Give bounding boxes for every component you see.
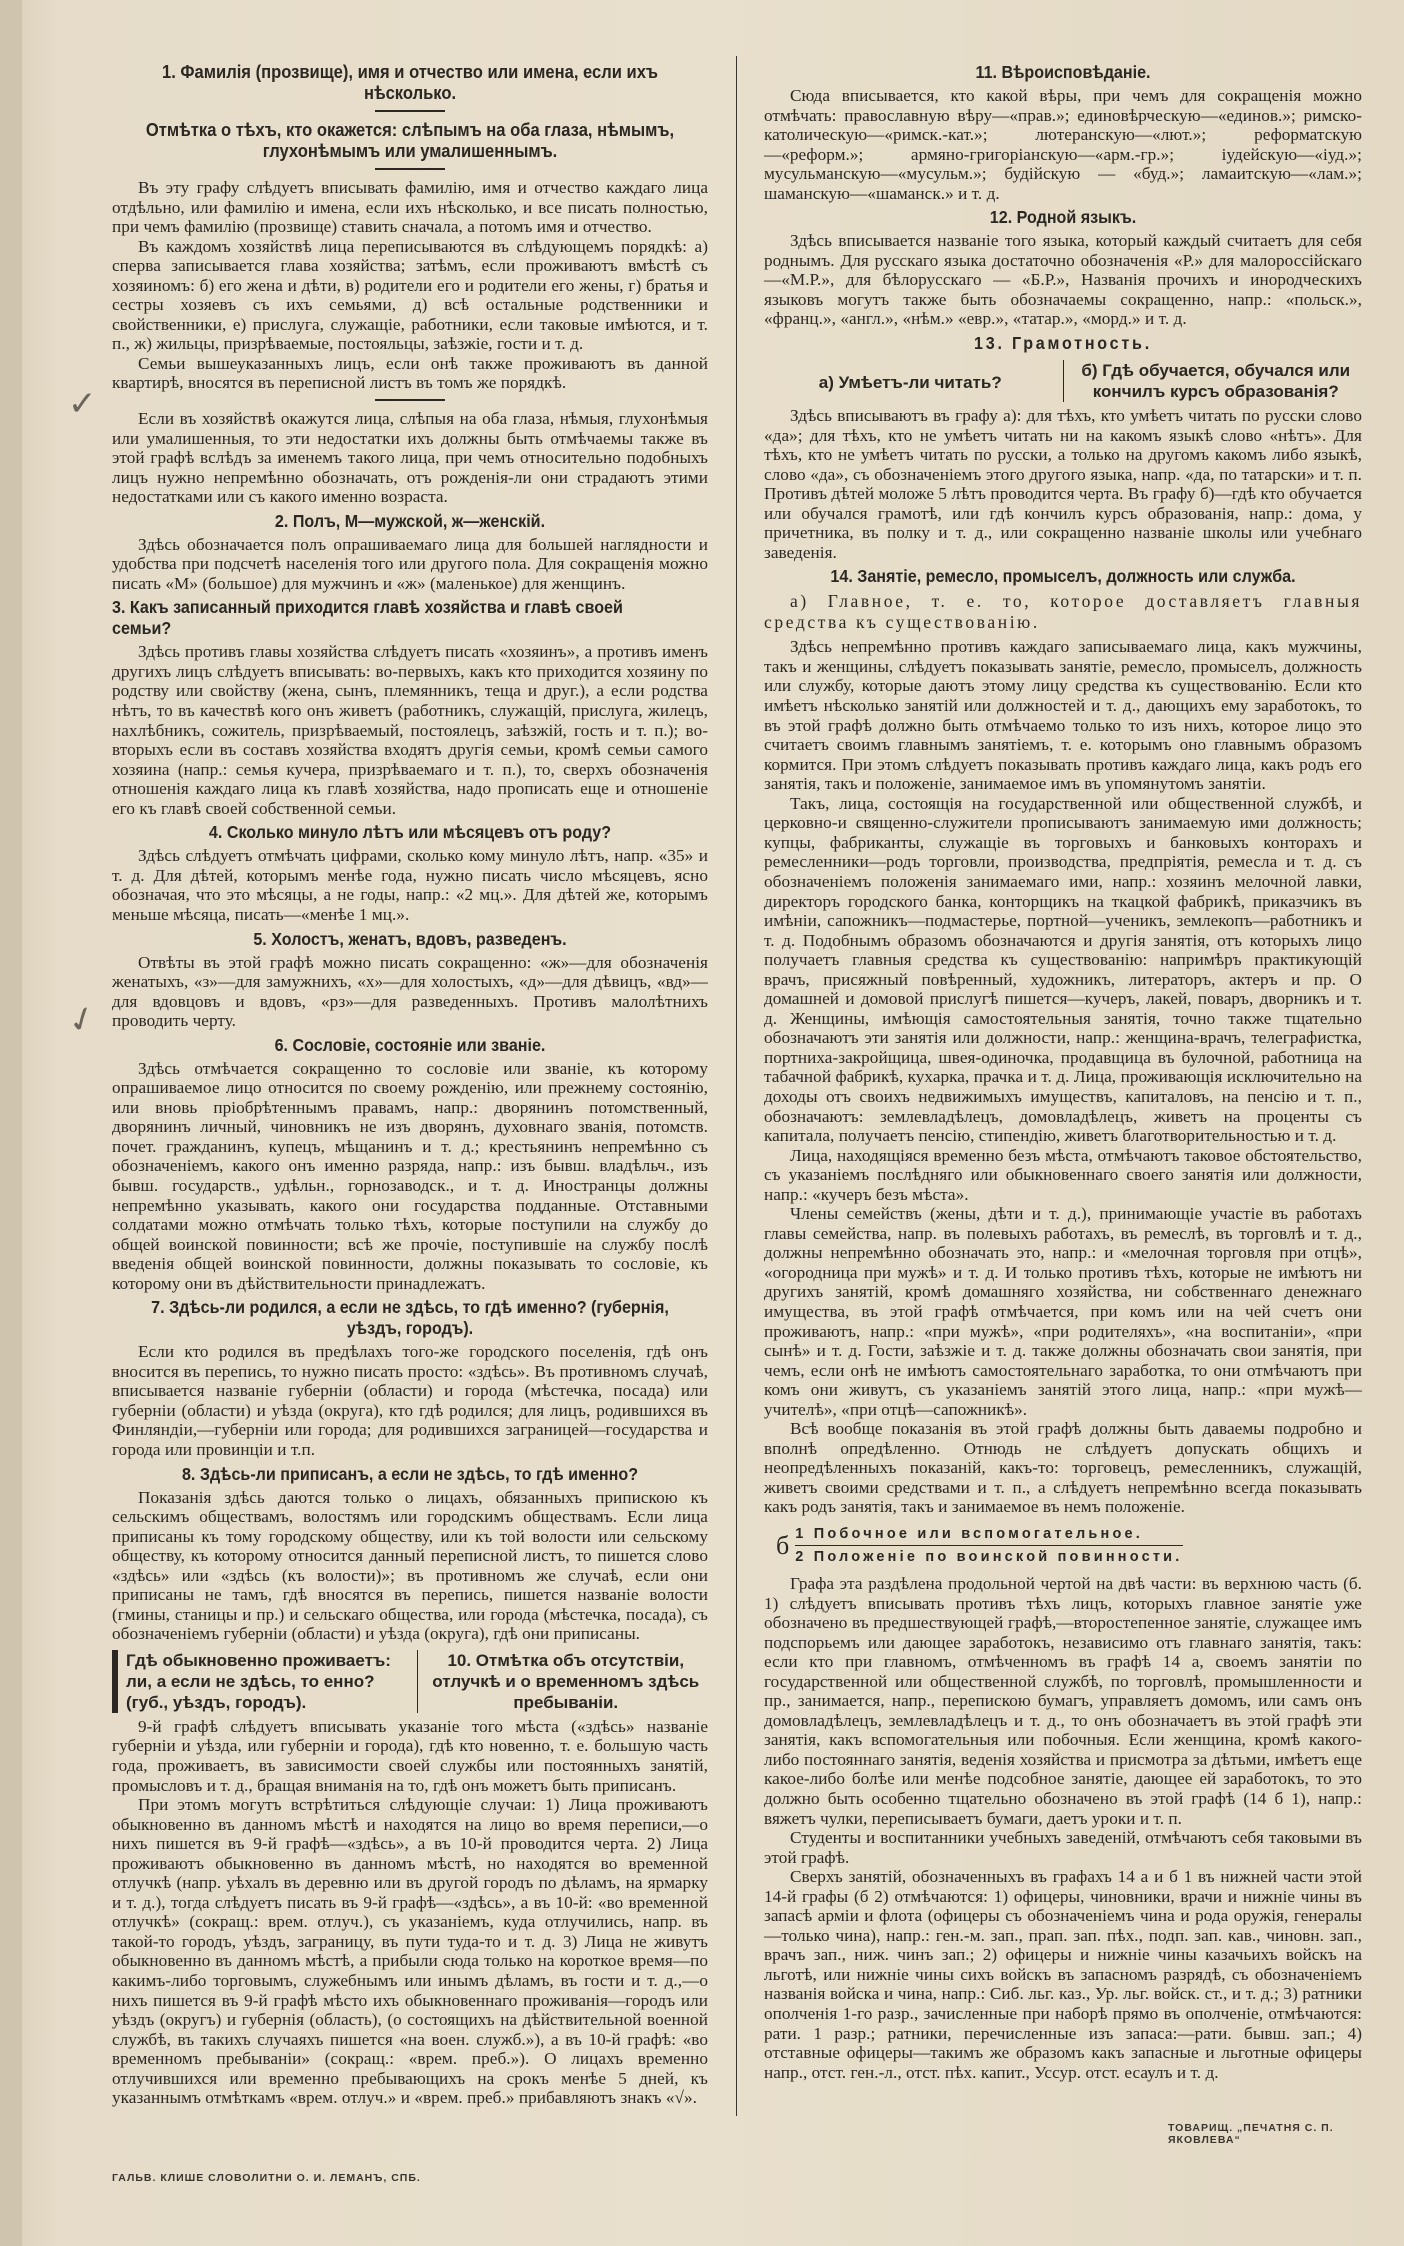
sections-9-10-header xyxy=(112,1650,708,1713)
torn-left-edge xyxy=(0,0,22,2246)
paragraph: Члены семействъ (жены, дѣти и т. д.), принимающіе участіе въ работахъ главы семейства, напр. въ полевыхъ работахъ, въ ремеслѣ, въ торговлѣ и т. д., должны непремѣнно обозначать это, напр.: и «мелочная торговля при отцѣ», «огородница при мужѣ» и т. д. И только противъ тѣхъ, которые не имѣютъ ни другихъ занятій, кромѣ домашняго хозяйства, ни собственнаго денежнаго имущества, въ этой графѣ отмѣчается, при комъ или на чей счетъ они проживаютъ, напр.: «при мужѣ», «при родителяхъ», «на воспитаніи», «при сынѣ» и т. д. Гости, заѣзжіе и т. д. также должны обозначать свои занятія, при чемъ, если онѣ не имѣютъ самостоятельнаго заработка, то они отмѣчаютъ при комъ они живутъ, съ указаніемъ занятій этого лица, напр.: «при мужѣ—учителѣ», «при отцѣ—сапожникѣ». xyxy=(764,1204,1362,1419)
paragraph: Здѣсь противъ главы хозяйства слѣдуетъ писать «хозяинъ», а противъ именъ другихъ лицъ слѣдуетъ вписывать: во-первыхъ, какъ кто приходится хозяину по родству или свойству (жена, сынъ, племянникъ, теща и друг.), а если родства нѣтъ, то въ качествѣ кого онъ живетъ (работникъ, служащій, прислуга, жилецъ, нахлѣбникъ, сожитель, призрѣваемый, постоялецъ, заѣзжій, гость и т. п.); во-вторыхъ если въ составъ хозяйства входятъ другія семьи, кромѣ семьи самого хозяина (напр.: семья кучера, призрѣваемаго и т. п.), то, сверхъ обозначенія отношенія каждаго лица къ главѣ хозяйства, надо прописать еще и отношеніе его къ главѣ своей собственной семьи. xyxy=(112,642,708,818)
section-14b-heading xyxy=(776,1523,1362,1568)
paragraph: Семьи вышеуказанныхъ лицъ, если онѣ также проживаютъ въ данной квартирѣ, вносятся въ переписной листъ въ томъ же порядкѣ. xyxy=(112,353,708,393)
right-column xyxy=(764,58,1362,2082)
section-13b-heading: б) Гдѣ обучается, обучался или кончилъ курсъ образованія? xyxy=(1081,361,1351,402)
paragraph: Здѣсь слѣдуетъ отмѣчать цифрами, сколько кому минуло лѣтъ, напр. «35» и т. д. Для дѣтей, которымъ менѣе года, нужно писать число мѣсяцевъ, ясно обозначая, что это мѣсяцы, а не годы, напр.: «2 мц.». Для дѣтей же, которымъ меньше мѣсяца, писать—«менѣе 1 мц.». xyxy=(112,846,708,924)
paragraph: 9-й графѣ слѣдуетъ вписывать указаніе того мѣста («здѣсь» названіе губерніи и уѣзда, или губерніи и города), гдѣ кто новенно, т. е. большую часть года, проживаетъ, въ зависимости своей службы или постоянныхъ занятій, промысловъ и т. д., бращая вниманія на то, гдѣ онъ можетъ быть приписанъ. xyxy=(112,1716,708,1795)
paragraph: Здѣсь непремѣнно противъ каждаго записываемаго лица, какъ мужчины, такъ и женщины, слѣдуетъ показывать занятіе, ремесло, промыселъ, должность или службу, которые даютъ этому лицу средства къ существованію. Если кто имѣетъ нѣсколько занятій или должностей и т. д., дающихъ ему заработокъ, то въ этой графѣ должно быть отмѣчаемо только то изъ нихъ, которое лицо это считаетъ своимъ главнымъ занятіемъ, т. е. которымъ оно главнымъ образомъ кормится. При этомъ слѣдуетъ показывать противъ каждаго лица, какъ родъ его занятія, такъ и положеніе, занимаемое имъ въ упомянутомъ занятіи. xyxy=(764,637,1362,794)
paragraph: Здѣсь вписывается названіе того языка, который каждый считаетъ для себя роднымъ. Для русскаго языка достаточно обозначенія «Р.» для малороссійскаго—«М.Р.», для бѣлорусскаго — «Б.Р.», Названія прочихъ и инородческихъ языковъ могутъ также быть обозначаемы сокращенно, напр.: «польск.», «франц.», «англ.», «нѣм.» «евр.», «татар.», «морд.» и т. д. xyxy=(764,231,1362,329)
section-13-heading: 13. Грамотность. xyxy=(974,333,1152,354)
paragraph: Здѣсь обозначается полъ опрашиваемаго лица для большей наглядности и удобства при подсчетѣ населенія того или другого пола. Для сокращенія можно писать «М» (большое) для мужчинъ и «ж» (маленькое) для женщинъ. xyxy=(112,534,708,593)
paragraph: При этомъ могутъ встрѣтиться слѣдующіе случаи: 1) Лица проживаютъ обыкновенно въ данномъ мѣстѣ и находятся на лицо во время переписи,—о нихъ пишется въ 9-й графѣ—«здѣсь», а въ 10-й проводится черта. 2) Лица проживаютъ обыкновенно въ данномъ мѣстѣ, но находятся во временной отлучкѣ (напр. уѣхалъ въ деревню или въ другой городъ по дѣламъ, на ярмарку и т. д.), тогда слѣдуетъ писать въ 9-й графѣ—«здѣсь», а въ 10-й: «во временной отлучкѣ» (сокращ.: врем. отлуч.), съ указаніемъ, куда отлучились, напр. въ такой-то городъ, уѣздъ, заграницу, въ пути туда-то и т. д. 3) Лица не живутъ обыкновенно въ данномъ мѣстѣ, а прибыли сюда только на короткое время—по какимъ-либо торговымъ, служебнымъ или инымъ дѣламъ, въ гости и т. д.,—о нихъ пишется въ 9-й графѣ мѣсто ихъ обыкновеннаго проживанія—городъ или уѣздъ (округъ) и губернія (область), (о состоящихъ на дѣйствительной военной службѣ, въ такихъ случаяхъ пишется «на воен. служб.»), а въ 10-й графѣ: «во временномъ пребываніи» (сокращ.: «врем. преб.»). О лицахъ временно отлучившихся или временно пребывающихъ на срокъ менѣе 5 дней, къ указаннымъ отмѣткамъ «врем. отлуч.» и «врем. преб.» прибавляютъ знакъ «√». xyxy=(112,1795,708,2108)
section-5-heading: 5. Холостъ, женатъ, вдовъ, разведенъ. xyxy=(253,928,567,949)
printer-imprint-right: ТОВАРИЩ. „ПЕЧАТНЯ С. П. ЯКОВЛЕВА“ xyxy=(1168,2122,1334,2146)
paragraph: Всѣ вообще показанія въ этой графѣ должны быть даваемы подробно и вполнѣ опредѣленно. Отнюдь не слѣдуетъ допускать общихъ и неопредѣленныхъ показаній, какъ-то: торговецъ, ремесленникъ, служащій, живетъ своими средствами и т. п., а слѣдуетъ непремѣнно всегда показывать какъ родъ занятія, такъ и занимаемое въ немъ положеніе. xyxy=(764,1419,1362,1517)
printer-imprint-left: ГАЛЬВ. КЛИШЕ СЛОВОЛИТНИ О. И. ЛЕМАНЪ, СПБ. xyxy=(112,2172,421,2184)
section-9-heading: Гдѣ обыкновенно проживаетъ: ли, а если не здѣсь, то енно? (губ., уѣздъ, городъ). xyxy=(112,1650,418,1713)
section-3-heading: 3. Какъ записанный приходится главѣ хозяйства и главѣ своей семьи? xyxy=(112,597,623,639)
paragraph: Лица, находящіяся временно безъ мѣста, отмѣчаютъ таковое обстоятельство, съ указаніемъ послѣдняго или обыкновеннаго своего занятія или должности, напр.: «кучеръ безъ мѣста». xyxy=(764,1145,1362,1204)
paragraph: Показанія здѣсь даются только о лицахъ, обязанныхъ припискою къ сельскимъ обществамъ, волостямъ или городскимъ обществамъ. Если лица приписаны къ тому городскому обществу, или къ той волости или сельскому обществу, къ которому относится данный переписной листъ, то пишется слово «здѣсь» или «здѣсь (къ волости)»; въ противномъ же случаѣ, если они приписаны не тамъ, гдѣ вносятся въ перепись, пишется названіе волости (гмины, станицы и пр.) и сельскаго общества, или города (мѣстечка, посада), съ обозначеніемъ губерніи (области) и уѣзда (округа), гдѣ они приписаны. xyxy=(112,1487,708,1644)
paragraph: Здѣсь вписываютъ въ графу а): для тѣхъ, кто умѣетъ читать по русски слово «да»; для тѣхъ, кто не умѣетъ читать ни на какомъ языкѣ слово «нѣтъ». Для тѣхъ, кто не умѣетъ читать по русски, а только на другомъ какомъ либо языкѣ, слово «да», съ обозначеніемъ этого другого языка, напр. «да, по татарски» и т. п. Противъ дѣтей моложе 5 лѣтъ проводится черта. Въ графу б)—гдѣ кто обучается или обучался грамотѣ, или гдѣ кончилъ курсъ образованія, напр.: дома, у причетника, въ полку и т. д., или сокращенно названіе школы или учебнаго заведенія. xyxy=(764,406,1362,562)
column-divider xyxy=(736,56,737,2116)
section-11-heading: 11. Вѣроисповѣданіе. xyxy=(975,62,1151,82)
section-1-heading: 1. Фамилія (прозвище), имя и отчество или имена, если ихъ нѣсколько. xyxy=(162,62,658,103)
divider xyxy=(375,110,445,112)
section-14a-heading: а) Главное, т. е. то, которое доставляетъ главныя средства къ существованію. xyxy=(764,591,1362,633)
section-8-heading: 8. Здѣсь-ли приписанъ, а если не здѣсь, то гдѣ именно? xyxy=(181,1463,639,1484)
section-12-heading: 12. Родной языкъ. xyxy=(989,207,1137,228)
section-14b-letter: б xyxy=(776,1530,790,1560)
pencil-check-mark: ✓ xyxy=(62,996,103,1044)
paragraph: Въ каждомъ хозяйствѣ лица переписываются въ слѣдующемъ порядкѣ: а) сперва записывается глава хозяйства; затѣмъ, если проживаютъ вмѣстѣ съ хозяиномъ: б) его жена и дѣти, в) родители его и родители его жены, г) братья и сестры хозяевъ съ ихъ семьями, д) всѣ остальные родственники и свойственники, е) прислуга, служащіе, работники, если таковые имѣются, и т. п., ж) жильцы, призрѣваемые, постояльцы, заѣзжіе, гости и т. д. xyxy=(112,236,708,354)
paragraph: Если кто родился въ предѣлахъ того-же городского поселенія, гдѣ онъ вносится въ перепись, то нужно писать просто: «здѣсь». Въ противномъ случаѣ, вписывается названіе губерніи (области) и города (мѣстечка, посада) или губерніи (области) и уѣзда (округа), кто гдѣ родился; для лицъ, родившихся въ Финляндіи,—губерніи или города; для родившихся заграницей—государства и города или провинціи и т.п. xyxy=(112,1342,708,1459)
section-6-heading: 6. Сословіе, состояніе или званіе. xyxy=(274,1034,546,1055)
section-14b2-heading: 2 Положеніе по воинской повинности. xyxy=(795,1549,1183,1565)
section-10-heading: 10. Отмѣтка объ отсутствіи, отлучкѣ и о временномъ здѣсь пребываніи. xyxy=(432,1650,700,1712)
divider xyxy=(375,168,445,170)
section-13a-heading: а) Умѣетъ-ли читать? xyxy=(764,360,1064,402)
paragraph: Графа эта раздѣлена продольной чертой на двѣ части: въ верхнюю часть (б. 1) слѣдуетъ вписывать противъ тѣхъ лицъ, которыхъ главное занятіе уже обозначено въ предшествующей графѣ,—второстепенное занятіе, служащее имъ подспорьемъ или дающее заработокъ, независимо отъ главнаго занятія, такъ: если кто при главномъ, отмѣченномъ въ графѣ 14 а, своемъ занятіи по государственной или общественной службѣ, по торговлѣ, промышленности и пр., занимается, напр., перепискою бумагъ, управляетъ домомъ, или самъ онъ домовладѣлецъ, землевладѣлецъ и т. д., то онъ обозначаетъ въ этой графѣ эти занятія, какъ вспомогательныя или побочныя. Если женщина, кромѣ какого-либо постояннаго занятія, веденія хозяйства и присмотра за дѣтьми, имѣетъ еще какое-либо болѣе или менѣе подсобное занятіе, дающее ей заработокъ, то это должно быть особенно тщательно обозначено въ этой графѣ (14 б 1), напр.: вяжетъ чулки, переписываетъ бумаги, даетъ уроки и т. п. xyxy=(764,1574,1362,1828)
paragraph: Студенты и воспитанники учебныхъ заведеній, отмѣчаютъ себя таковыми въ этой графѣ. xyxy=(764,1828,1362,1867)
paragraph: Сюда вписывается, кто какой вѣры, при чемъ для сокращенія можно отмѣчать: православную вѣру—«прав.»; единовѣрческую—«единов.»; римско-католическую—«римск.-кат.»; лютеранскую—«лют.»; реформатскую—«реформ.»; армяно-григоріанскую—«арм.-гр.»; іудейскую—«іуд.»; мусульманскую—«мусульм.»; будійскую — «буд.»; ламаитскую—«лам.»; шаманскую—«шаманск.» и т. д. xyxy=(764,86,1362,203)
paragraph: Въ эту графу слѣдуетъ вписывать фамилію, имя и отчество каждаго лица отдѣльно, или фамилію и имена, если ихъ нѣсколько, и все писать полностью, при чемъ фамилію (прозвище) ставить сначала, а потомъ имя и отчество. xyxy=(112,178,708,237)
paragraph: Если въ хозяйствѣ окажутся лица, слѣпыя на оба глаза, нѣмыя, глухонѣмыя или умалишенныя, то эти недостатки ихъ должны быть отмѣчаемы также въ этой графѣ вслѣдъ за именемъ такого лица, при чемъ относительно подобныхъ лицъ нужно непремѣнно обозначать, отъ рожденія-ли они страдаютъ этими недостатками или съ какого именно возраста. xyxy=(112,409,708,507)
paragraph: Отвѣты въ этой графѣ можно писать сокращенно: «ж»—для обозначенія женатыхъ, «з»—для замужнихъ, «х»—для холостыхъ, «д»—для дѣвицъ, «вд»—для вдовцовъ и вдовъ, «рз»—для разведенныхъ. Противъ малолѣтнихъ проводить черту. xyxy=(112,952,708,1031)
divider xyxy=(375,399,445,401)
section-7-heading: 7. Здѣсь-ли родился, а если не здѣсь, то гдѣ именно? (губернія, уѣздъ, городъ). xyxy=(151,1297,669,1339)
paragraph: Сверхъ занятій, обозначенныхъ въ графахъ 14 а и б 1 въ нижней части этой 14-й графы (б 2) отмѣчаются: 1) офицеры, чиновники, врачи и нижніе чины въ запасѣ арміи и флота (офицеры съ обозначеніемъ чина и рода оружія, генералы—только чина), напр.: ген.-м. зап., прап. зап. пѣх., подп. зап. кав., чиновн. зап., врачъ зап., ниж. чинъ зап.; 2) офицеры и нижніе чины казачьихъ войскъ на льготѣ, или нижніе чины сихъ войскъ въ запасномъ разрядѣ, съ обозначеніемъ названія войска и чина, напр.: Сиб. льг. каз., Ур. льг. войск. ст., и т. д.; 3) ратники ополченія 1-го разр., зачисленные при наборѣ прямо въ ополченіе, отмѣчаются: рати. 1 разр.; ратники, перечисленные изъ запаса:—рати. бывш. зап.; 4) отставные офицеры—такимъ же образомъ какъ запасные и льготные офицеры напр., отст. ген.-л., отст. пѣх. капит., Уссур. отст. есаулъ и т. д. xyxy=(764,1867,1362,2082)
section-14-heading: 14. Занятіе, ремесло, промыселъ, должность или служба. xyxy=(830,566,1296,587)
paragraph: Здѣсь отмѣчается сокращенно то сословіе или званіе, къ которому опрашиваемое лицо относится по своему рожденію, или прежнему состоянію, или вновь пріобрѣтеннымъ правамъ, напр.: дворянинъ потомственный, дворянинъ личный, чиновникъ не изъ дворянъ, духовнаго званія, потомств. почет. гражданинъ, купецъ, мѣщанинъ и т. д.; крестьянинъ непремѣнно съ обозначеніемъ, какого онъ именно разряда, напр.: изъ бывш. владѣльч., изъ бывш. государств., удѣльн., горнозаводск., и т. д. Иностранцы должны непремѣнно указывать, какого они государства подданные. Отставными солдатами можно отмѣчать только тѣхъ, которые поступили на службу до общей воинской повинности; всѣ же прочіе, поступившіе на службу послѣ введенія общей воинской повинности, должны показывать то сословіе, къ которому они въ дѣйствительности принадлежатъ. xyxy=(112,1058,708,1293)
section-2-heading: 2. Полъ, М—мужской, ж—женскій. xyxy=(274,510,546,531)
left-column xyxy=(112,58,708,2108)
paragraph: Такъ, лица, состоящія на государственной или общественной службѣ, и церковно-и священно-служители прописываютъ занимаемую ими должность; купцы, фабриканты, служащіе въ торговыхъ и банковыхъ конторахъ и ремесленники—родъ торговли, производства, предпріятія, ремесла и т. д. съ обозначеніемъ положенія занимаемаго ими, напр.: хозяинъ мелочной лавки, директоръ городского банка, конторщикъ на ткацкой фабрикѣ, приказчикъ въ имѣніи, сапожникъ—подмастерье, портной—ученикъ, землекопъ—работникъ и т. д. Подобнымъ образомъ обозначаются и другія занятія, отъ которыхъ лицо получаетъ главныя средства къ существованію: напримѣръ практикующій врачъ, присяжный повѣренный, художникъ, литераторъ, актеръ и пр. О домашней и домовой прислугѣ пишется—кучеръ, лакей, поваръ, дворникъ и т. д. Женщины, имѣющія самостоятельныя занятія, точно также тщательно обозначаютъ эти занятія или должности, напр.: женщина-врачъ, телеграфистка, портниха-закройщица, швея-одиночка, продавщица въ булочной, работница на табачной фабрикѣ, кухарка, прачка и т. д. Лица, проживающія исключительно на доходы отъ своихъ недвижимыхъ имуществъ, капиталовъ, на пенсію и т. п., обозначаютъ: землевладѣлецъ, домовладѣлецъ, живетъ на проценты съ капитала, получаетъ пенсію, стипендію, живетъ благотворительностью и т. д. xyxy=(764,793,1362,1146)
section-4-heading: 4. Сколько минуло лѣтъ или мѣсяцевъ отъ роду? xyxy=(208,822,612,843)
section-13-subheaders xyxy=(764,360,1362,402)
section-1-subheading: Отмѣтка о тѣхъ, кто окажется: слѣпымъ на оба глаза, нѣмымъ, глухонѣмымъ или умалишеннымъ. xyxy=(145,120,675,161)
pencil-check-mark: ✓ xyxy=(68,384,97,424)
section-14b1-heading: 1 Побочное или вспомогательное. xyxy=(795,1523,1182,1546)
